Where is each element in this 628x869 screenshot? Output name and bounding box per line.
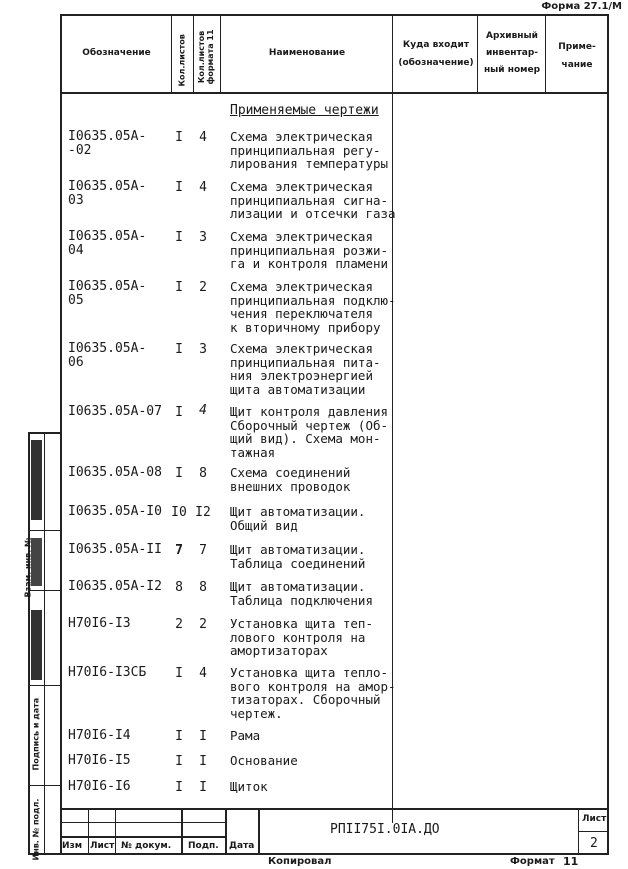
hdr-sep-3 <box>220 14 221 93</box>
header-kol-listov-a11: Кол.листов формата 11 <box>197 29 215 85</box>
row-name: Схема электрическая принципиальная пита- ния электроэнергией щита автоматизации <box>230 341 381 397</box>
header-bottom-line <box>60 92 608 94</box>
hdr-sep-2 <box>193 14 194 93</box>
row-name: Схема соединений внешних проводок <box>230 465 351 494</box>
row-count-1: 8 <box>175 580 183 595</box>
header-kol-listov: Кол.листов <box>177 34 187 87</box>
stamp-sep-1 <box>88 808 89 854</box>
row-code: Н70I6-I4 <box>68 728 131 743</box>
row-code: I0635.05А- 06 <box>68 341 147 370</box>
frame-top <box>60 14 608 16</box>
stamp-list-number: 2 <box>590 836 598 851</box>
hdr-sep-1 <box>171 14 172 93</box>
margin-mid-line <box>44 432 45 854</box>
row-count-2: I <box>199 754 207 769</box>
row-code: Н70I6-I3СБ <box>68 665 147 680</box>
hdr-sep-4 <box>392 14 393 93</box>
stamp-mid-line-2 <box>60 836 226 838</box>
row-count-2: 4 <box>199 180 207 195</box>
row-name: Схема электрическая принципиальная розжи- га и контроля пламени <box>230 229 389 271</box>
row-name: Щиток <box>230 779 268 794</box>
row-name: Схема электрическая принципиальная подклю- чения переключателя к вторичному прибору <box>230 279 396 335</box>
row-code: I0635.05А- 05 <box>68 279 147 308</box>
row-code: I0635.05А-07 <box>68 404 162 419</box>
margin-left-line <box>28 432 30 854</box>
margin-redacted-block-3 <box>31 610 42 680</box>
stamp-top-line <box>60 808 608 810</box>
row-count-1: I <box>175 230 183 245</box>
row-count-1: 7 <box>175 543 183 558</box>
row-count-2: 8 <box>199 466 207 481</box>
margin-redacted-block-2 <box>31 538 42 586</box>
margin-sep-2 <box>28 590 62 591</box>
header-kuda-vhodit: Куда входит (обозначение) <box>398 40 474 68</box>
row-name: Схема электрическая принципиальная сигна- лизации и отсечки газа <box>230 179 396 221</box>
margin-top-line <box>28 432 62 434</box>
section-title: Применяемые чертежи <box>230 103 379 118</box>
row-code: I0635.05А-II <box>68 542 162 557</box>
stamp-doc-code: РПII75I.0IА.ДО <box>330 822 440 837</box>
row-count-1: I <box>175 466 183 481</box>
footer-format-value: 11 <box>563 855 579 868</box>
row-name: Схема электрическая принципиальная регу- лирования температуры <box>230 129 389 171</box>
row-count-2: 3 <box>199 342 207 357</box>
header-oboznachenie: Обозначение <box>82 48 151 58</box>
margin-redacted-block-1 <box>31 440 42 520</box>
row-name: Основание <box>230 753 298 768</box>
row-name: Установка щита тепло- вого контроля на амор- тизаторах. Сборочный чертеж. <box>230 665 396 721</box>
stamp-izm: Изм <box>62 841 83 851</box>
row-count-2: 8 <box>199 580 207 595</box>
row-count-1: I <box>175 180 183 195</box>
stamp-data: Дата <box>229 841 255 851</box>
stamp-sep-6 <box>578 808 579 854</box>
row-count-1: I <box>175 405 183 420</box>
row-count-2: I <box>199 780 207 795</box>
row-count-1: I <box>175 280 183 295</box>
row-name: Щит автоматизации. Таблица подключения <box>230 579 373 608</box>
stamp-n-dokum: № докум. <box>121 841 172 851</box>
row-code: I0635.05А-I2 <box>68 579 162 594</box>
row-name: Щит автоматизации. Таблица соединений <box>230 542 366 571</box>
row-count-2: I <box>199 729 207 744</box>
row-code: Н70I6-I5 <box>68 753 131 768</box>
frame-left <box>60 14 62 854</box>
margin-sep-1 <box>28 530 62 531</box>
row-code: I0635.05А- 04 <box>68 229 147 258</box>
row-count-2: 2 <box>199 617 207 632</box>
hdr-sep-6 <box>545 14 546 93</box>
row-code: I0635.05А- 03 <box>68 179 147 208</box>
header-primechanie: Приме-чание <box>558 42 596 70</box>
stamp-list-label: Лист <box>582 814 607 824</box>
stamp-sep-5 <box>258 808 260 854</box>
margin-podp-data: Подпись и дата <box>31 697 41 771</box>
row-count-2: 4 <box>199 666 207 681</box>
header-arh-nomer: Архивный инвентар-ный номер <box>483 31 541 75</box>
margin-sep-3 <box>28 685 62 686</box>
row-name: Рама <box>230 728 261 743</box>
row-count-2: 3 <box>199 230 207 245</box>
row-count-2: 2 <box>199 280 207 295</box>
row-count-2: 4 <box>199 403 207 418</box>
row-count-1: I <box>175 729 183 744</box>
hdr-sep-5 <box>477 14 478 93</box>
row-count-1: I <box>175 780 183 795</box>
row-count-2: I2 <box>195 505 211 520</box>
stamp-sep-2 <box>115 808 116 854</box>
stamp-list-line <box>578 831 608 832</box>
stamp-mid-line-1 <box>60 822 226 823</box>
row-name: Щит автоматизации. Общий вид <box>230 504 366 533</box>
row-count-1: 2 <box>175 617 183 632</box>
row-count-1: I <box>175 130 183 145</box>
footer-kopiroval: Копировал <box>268 856 332 867</box>
stamp-list: Лист <box>90 841 115 851</box>
footer-format-label: Формат <box>510 856 555 867</box>
form-label: Форма 27.1/М <box>541 1 622 12</box>
stamp-sep-4 <box>225 808 227 854</box>
stamp-sep-3 <box>181 808 183 854</box>
row-count-2: 4 <box>199 130 207 145</box>
frame-right <box>607 14 609 854</box>
margin-inv-podl: Инв. № подл. <box>31 798 41 861</box>
row-code: I0635.05А-08 <box>68 465 162 480</box>
row-code: Н70I6-I3 <box>68 616 131 631</box>
row-code: Н70I6-I6 <box>68 779 131 794</box>
row-code: I0635.05А- -02 <box>68 129 147 158</box>
row-count-1: I <box>175 342 183 357</box>
row-count-1: I0 <box>171 505 187 520</box>
row-name: Щит контроля давления Сборочный чертеж (Об- щий вид). Схема мон- тажная <box>230 404 389 460</box>
row-count-1: I <box>175 666 183 681</box>
row-name: Установка щита теп- лового контроля на амортизаторах <box>230 616 373 658</box>
margin-vzam-inv: Взам. инв. № <box>23 537 33 598</box>
header-naimenovanie: Наименование <box>268 48 346 58</box>
row-count-1: I <box>175 754 183 769</box>
row-count-2: 7 <box>199 543 207 558</box>
row-code: I0635.05А-I0 <box>68 504 162 519</box>
stamp-podp: Подп. <box>188 841 219 851</box>
